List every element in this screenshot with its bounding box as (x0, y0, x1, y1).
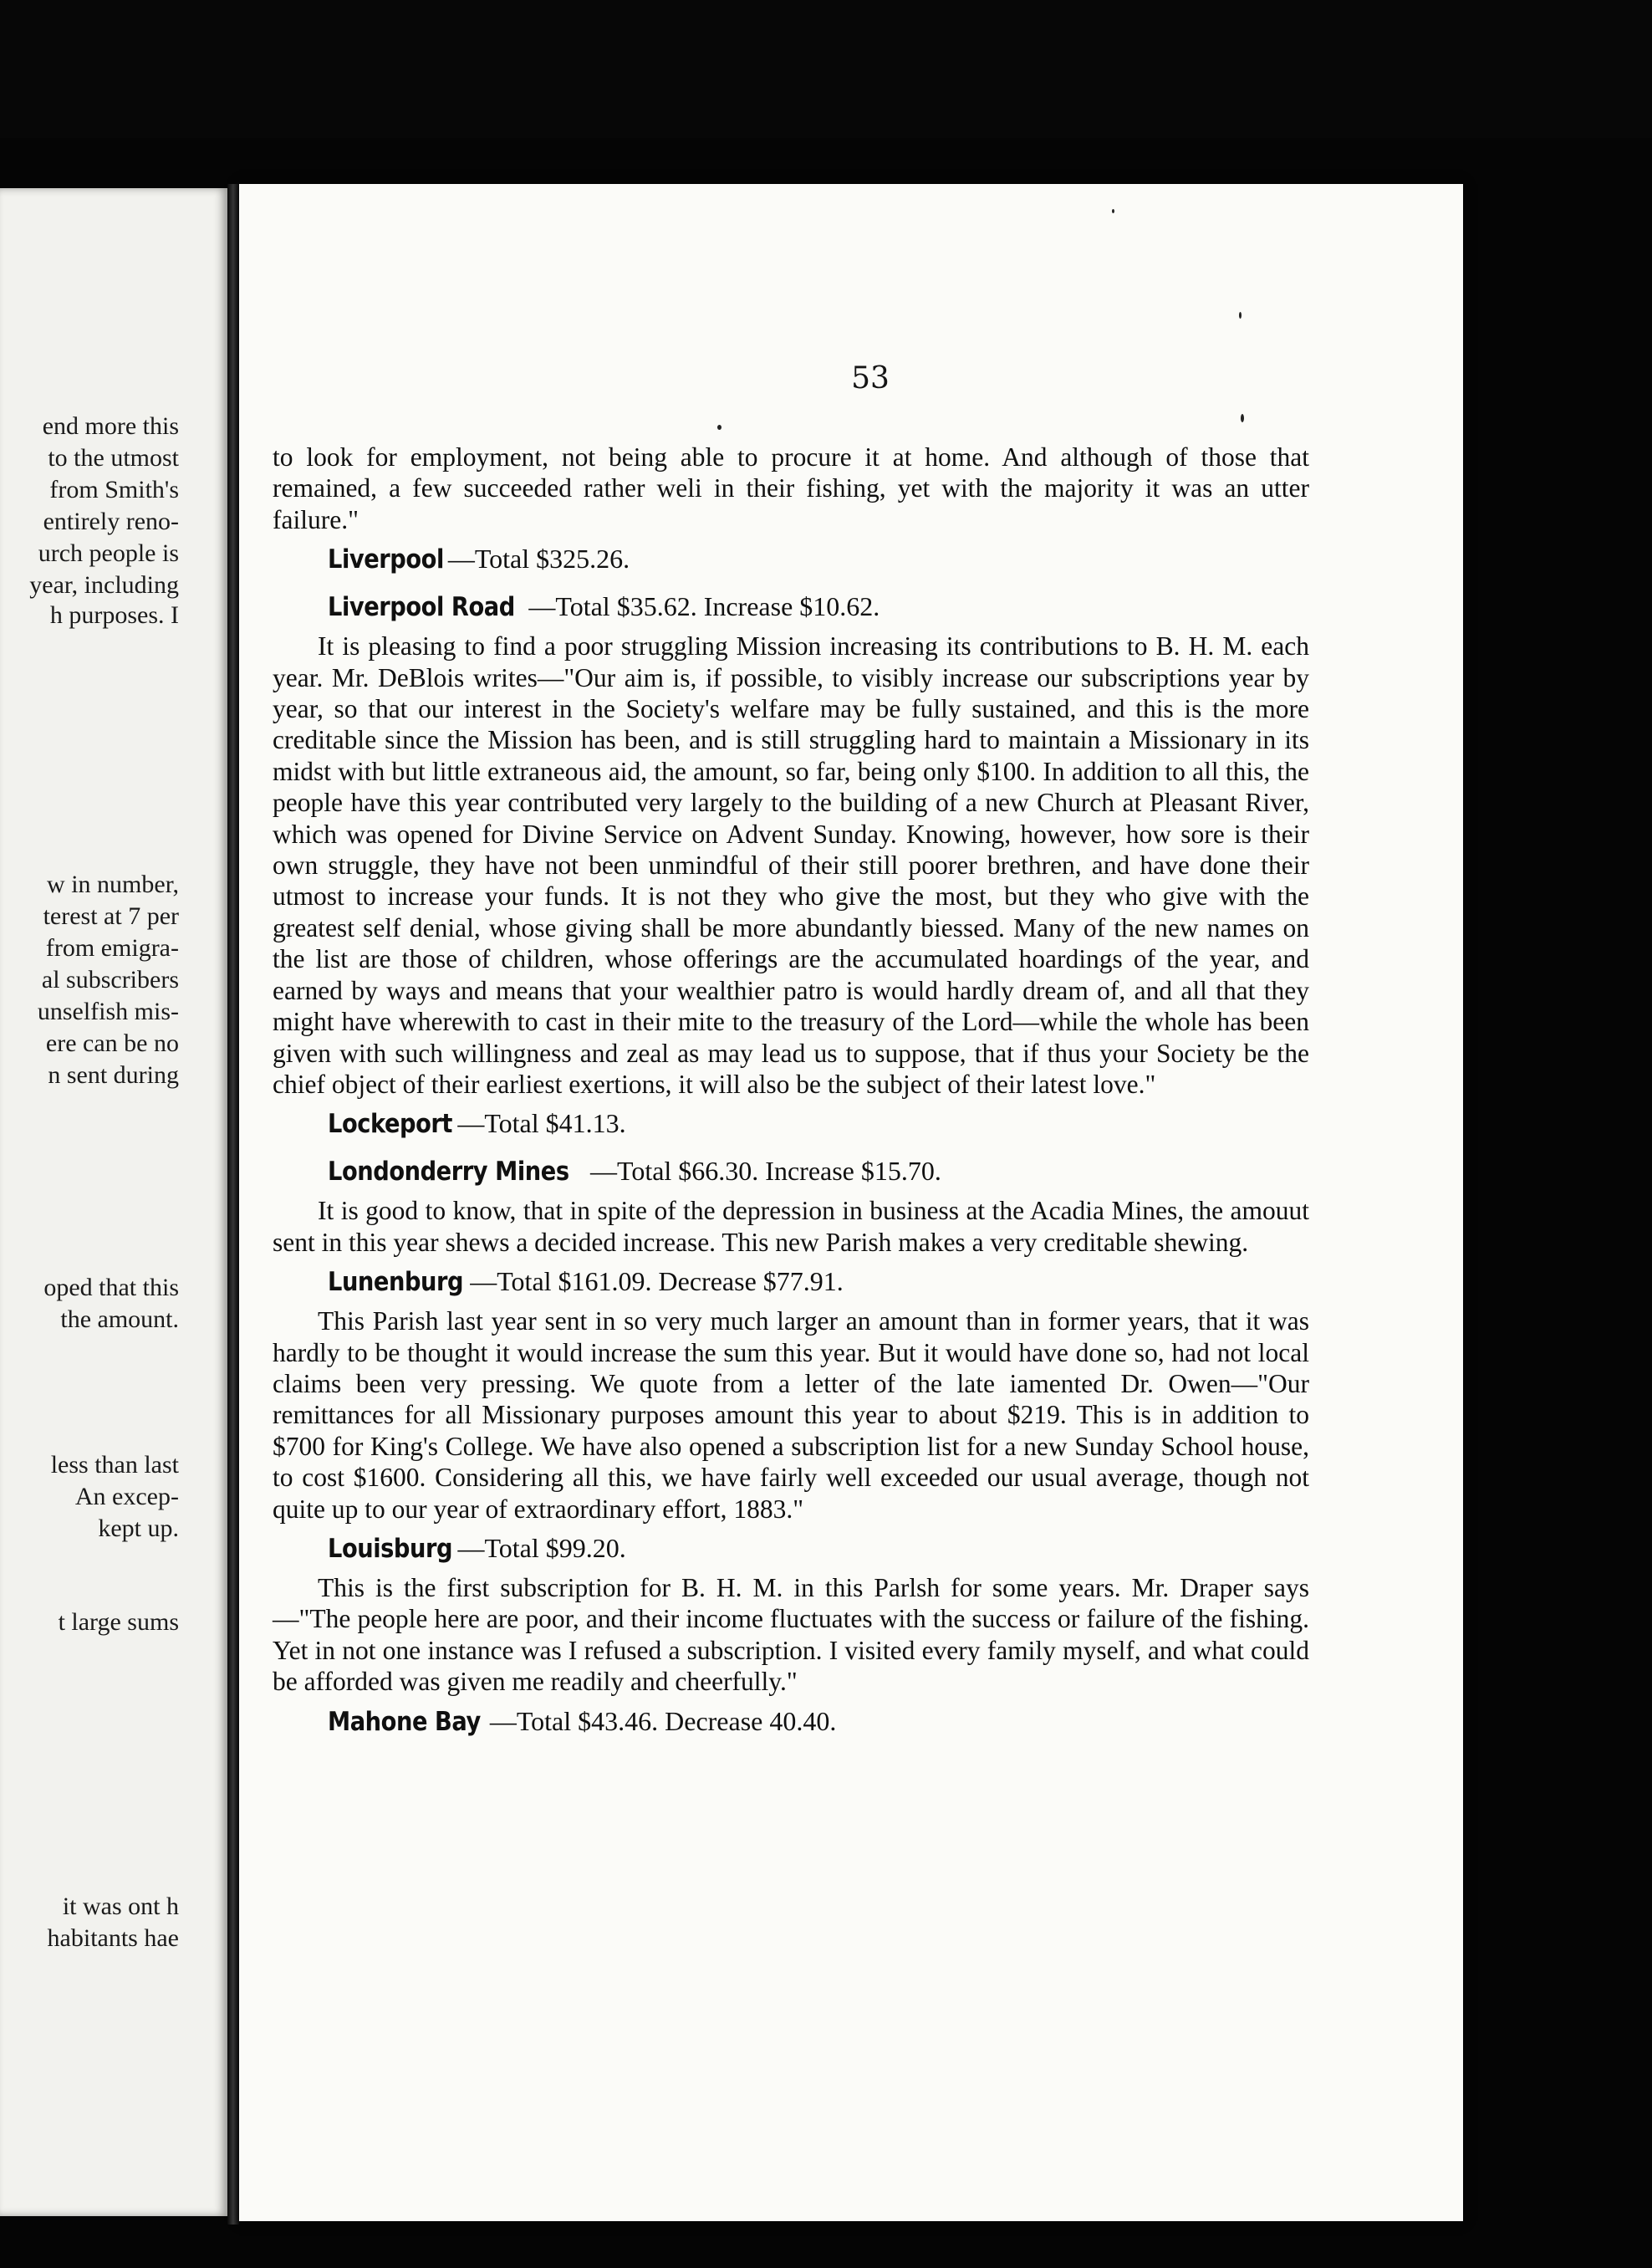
parish-heading (273, 1525, 1309, 1572)
scan-border (0, 0, 1652, 138)
parish-total: —Total $161.09. Decrease $77.91. (470, 1266, 844, 1297)
page-body (273, 442, 1309, 1745)
parish-name: Mahone Bay (328, 1706, 481, 1737)
parish-name: Lunenburg (328, 1267, 464, 1298)
parish-heading (273, 1698, 1309, 1745)
parish-heading (273, 535, 1309, 583)
left-page-line: ere can be no (45, 1029, 179, 1057)
book-gutter (227, 184, 239, 2225)
left-page-line: oped that this (43, 1274, 179, 1301)
parish-name: Louisburg (328, 1533, 453, 1564)
parish-heading (273, 1100, 1309, 1147)
right-page (239, 184, 1463, 2221)
paragraph: This is the first subscription for B. H. M. in this Parlsh for some years. Mr. Draper says—"The people here are poor, and their income fluctuates with the success or failure of the fishing. Yet in not one instance was I refused a subscription. I visited every family myself, and what could be afforded was given me readily and cheerfully." (273, 1572, 1309, 1697)
left-page-line: unselfish mis- (37, 998, 179, 1025)
parish-total: —Total $43.46. Decrease 40.40. (489, 1705, 837, 1736)
left-page-line: end more this (42, 412, 179, 440)
left-page-line: t large sums (58, 1608, 179, 1636)
print-speck (717, 425, 721, 430)
left-page-line: habitants hae (47, 1924, 179, 1952)
parish-total: —Total $66.30. Increase $15.70. (590, 1156, 941, 1187)
paragraph: It is pleasing to find a poor struggling Mission increasing its contributions to B. H. M. each year. Mr. DeBlois writes—"Our aim is, if possible, to visibly increase our subscriptions year by year, so that our interest in the Society's welfare may be fully sustained, and this is the more creditable since the Mission has been, and is still struggling hard to maintain a Missionary in its midst with but little extraneous aid, the amount, so far, being only $100. In addition to all this, the people have this year contributed very largely to the building of a new Church at Pleasant River, which was opened for Divine Service on Advent Sunday. Knowing, however, how sore is their own struggle, they have not been unmindful of their still poorer brethren, and have done their utmost to increase your funds. It is not they who give the most, but they who give with the greatest self denial, whose giving shall be more abundantly biessed. Many of the new names on the list are those of children, whose offerings are the accumulated hoardings of the year, and earned by ways and means that your wealthier patro is would hardly dream of, and all that they might have wherewith to cast in their mite to the treasury of the Lord—while the whole has been given with such willingness and zeal as may lead us to suppose, that if thus your Society be the chief object of their earliest exertions, it will also be the subject of their latest love." (273, 631, 1309, 1099)
print-speck (1239, 312, 1242, 319)
parish-name: Londonderry Mines (328, 1157, 569, 1188)
left-page-line: from Smith's (49, 476, 179, 503)
parish-name: Lockeport (328, 1109, 453, 1140)
left-page-line: h purposes. I (49, 601, 179, 629)
parish-heading (273, 1147, 1309, 1195)
left-page-line: less than last (50, 1451, 179, 1479)
print-speck (1241, 414, 1244, 422)
page-number: 53 (851, 361, 890, 396)
left-page-line: w in number, (47, 871, 179, 898)
parish-total: —Total $35.62. Increase $10.62. (528, 591, 880, 622)
left-page-line: the amount. (60, 1305, 179, 1333)
parish-total: —Total $41.13. (457, 1108, 626, 1139)
left-page-line: year, including (29, 571, 179, 599)
left-page-line: it was ont h (62, 1893, 179, 1920)
parish-name: Liverpool (328, 544, 444, 575)
left-page-line: al subscribers (41, 966, 179, 994)
print-speck (1112, 209, 1114, 213)
paragraph: to look for employment, not being able to procure it at home. And although of those that remained, a few succeeded rather weli in their fishing, yet with the majority it was an utter failure." (273, 442, 1309, 534)
parish-heading (273, 1258, 1309, 1305)
paragraph: This Parish last year sent in so very much larger an amount than in former years, that it was hardly to be thought it would increase the sum this year. But it would have done so, had not local claims been very pressing. We quote from a letter of the late iamented Dr. Owen—"Our remittances for all Missionary purposes amount this year to about $219. This is in addition to $700 for King's College. We have also opened a subscription list for a new Sunday School house, to cost $1600. Considering all this, we have fairly well exceeded our usual average, though not quite up to our year of extraordinary effort, 1883." (273, 1306, 1309, 1524)
left-facing-page (0, 188, 227, 2216)
left-page-line: n sent during (48, 1061, 179, 1089)
left-page-line: entirely reno- (43, 508, 179, 535)
left-page-line: from emigra- (45, 934, 179, 962)
paragraph: It is good to know, that in spite of the depression in business at the Acadia Mines, the amouut sent in this year shews a decided increase. This new Parish makes a very creditable shewing. (273, 1196, 1309, 1257)
parish-total: —Total $325.26. (447, 544, 630, 575)
parish-total: —Total $99.20. (457, 1532, 626, 1563)
left-page-line: kept up. (98, 1515, 179, 1542)
left-page-line: urch people is (38, 539, 179, 567)
left-page-line: An excep- (74, 1483, 179, 1510)
parish-name: Liverpool Road (328, 592, 515, 623)
parish-heading (273, 583, 1309, 631)
left-page-line: terest at 7 per (43, 902, 179, 930)
left-page-line: to the utmost (48, 444, 179, 472)
